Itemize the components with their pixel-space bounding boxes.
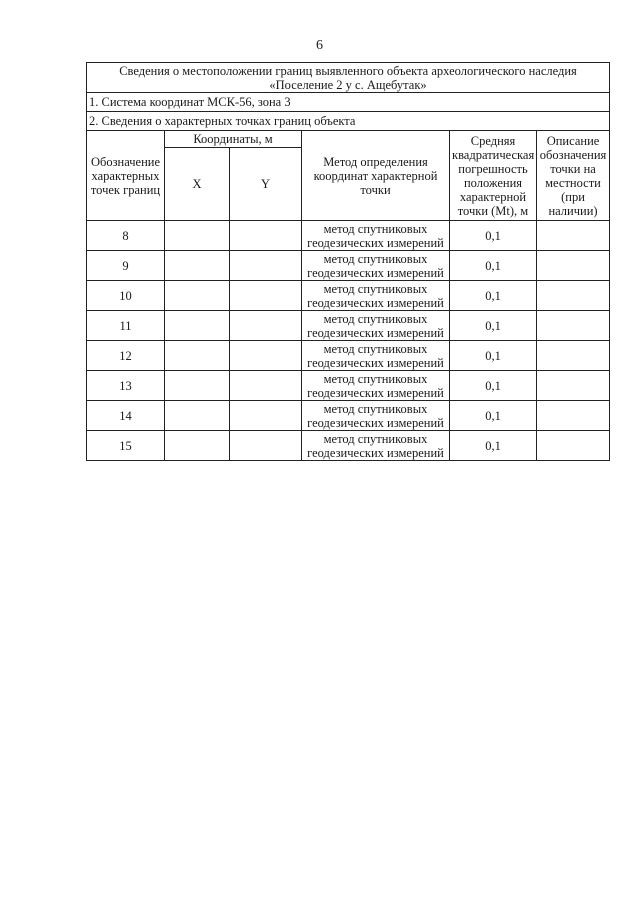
cell-y <box>230 221 302 251</box>
table-title-row <box>87 63 610 93</box>
table-row <box>87 281 610 311</box>
header-method: Метод определения координат характерной точки <box>302 131 450 221</box>
cell-method: метод спутниковых геодезических измерений <box>302 371 450 401</box>
table-row <box>87 371 610 401</box>
cell-y <box>230 341 302 371</box>
cell-point: 8 <box>87 221 165 251</box>
cell-description <box>537 431 610 461</box>
header-description: Описание обозначения точки на местности (при наличии) <box>537 131 610 221</box>
cell-x <box>165 371 230 401</box>
cell-x <box>165 281 230 311</box>
cell-error: 0,1 <box>450 311 537 341</box>
cell-description <box>537 281 610 311</box>
cell-error: 0,1 <box>450 401 537 431</box>
cell-point: 12 <box>87 341 165 371</box>
cell-y <box>230 251 302 281</box>
section-row <box>87 112 610 131</box>
header-row-group <box>87 131 610 148</box>
cell-method: метод спутниковых геодезических измерений <box>302 311 450 341</box>
coordinate-system-label: 1. Система координат МСК-56, зона 3 <box>87 93 610 112</box>
cell-y <box>230 431 302 461</box>
cell-error: 0,1 <box>450 281 537 311</box>
cell-point: 15 <box>87 431 165 461</box>
table-row <box>87 311 610 341</box>
header-error: Средняя квадратическая погрешность положения характерной точки (Mt), м <box>450 131 537 221</box>
coordinate-system-row <box>87 93 610 112</box>
cell-x <box>165 251 230 281</box>
section-label: 2. Сведения о характерных точках границ объекта <box>87 112 610 131</box>
table-row <box>87 221 610 251</box>
cell-description <box>537 221 610 251</box>
cell-point: 14 <box>87 401 165 431</box>
cell-point: 11 <box>87 311 165 341</box>
table-row <box>87 251 610 281</box>
cell-x <box>165 431 230 461</box>
page-number: 6 <box>316 38 323 53</box>
table-body <box>87 221 610 461</box>
table-row <box>87 341 610 371</box>
cell-description <box>537 371 610 401</box>
header-coordinates: Координаты, м <box>165 131 302 148</box>
cell-error: 0,1 <box>450 221 537 251</box>
cell-x <box>165 341 230 371</box>
cell-description <box>537 401 610 431</box>
header-y: Y <box>230 148 302 221</box>
cell-y <box>230 371 302 401</box>
table-title-line-1: Сведения о местоположении границ выявленного объекта археологического наследия <box>119 63 577 78</box>
cell-y <box>230 281 302 311</box>
cell-method: метод спутниковых геодезических измерений <box>302 431 450 461</box>
table-row <box>87 431 610 461</box>
cell-x <box>165 311 230 341</box>
cell-method: метод спутниковых геодезических измерений <box>302 251 450 281</box>
table-title-line-2: «Поселение 2 у с. Ащебутак» <box>269 77 427 92</box>
cell-method: метод спутниковых геодезических измерений <box>302 341 450 371</box>
cell-description <box>537 311 610 341</box>
cell-description <box>537 341 610 371</box>
cell-description <box>537 251 610 281</box>
cell-method: метод спутниковых геодезических измерений <box>302 281 450 311</box>
cell-point: 9 <box>87 251 165 281</box>
header-x: X <box>165 148 230 221</box>
boundary-points-table <box>86 62 610 461</box>
cell-point: 10 <box>87 281 165 311</box>
cell-x <box>165 401 230 431</box>
cell-y <box>230 401 302 431</box>
cell-error: 0,1 <box>450 431 537 461</box>
cell-method: метод спутниковых геодезических измерений <box>302 221 450 251</box>
cell-error: 0,1 <box>450 371 537 401</box>
cell-point: 13 <box>87 371 165 401</box>
table-title <box>87 63 610 93</box>
cell-error: 0,1 <box>450 251 537 281</box>
cell-y <box>230 311 302 341</box>
cell-error: 0,1 <box>450 341 537 371</box>
cell-x <box>165 221 230 251</box>
table-row <box>87 401 610 431</box>
cell-method: метод спутниковых геодезических измерений <box>302 401 450 431</box>
header-point-designation: Обозначение характерных точек границ <box>87 131 165 221</box>
